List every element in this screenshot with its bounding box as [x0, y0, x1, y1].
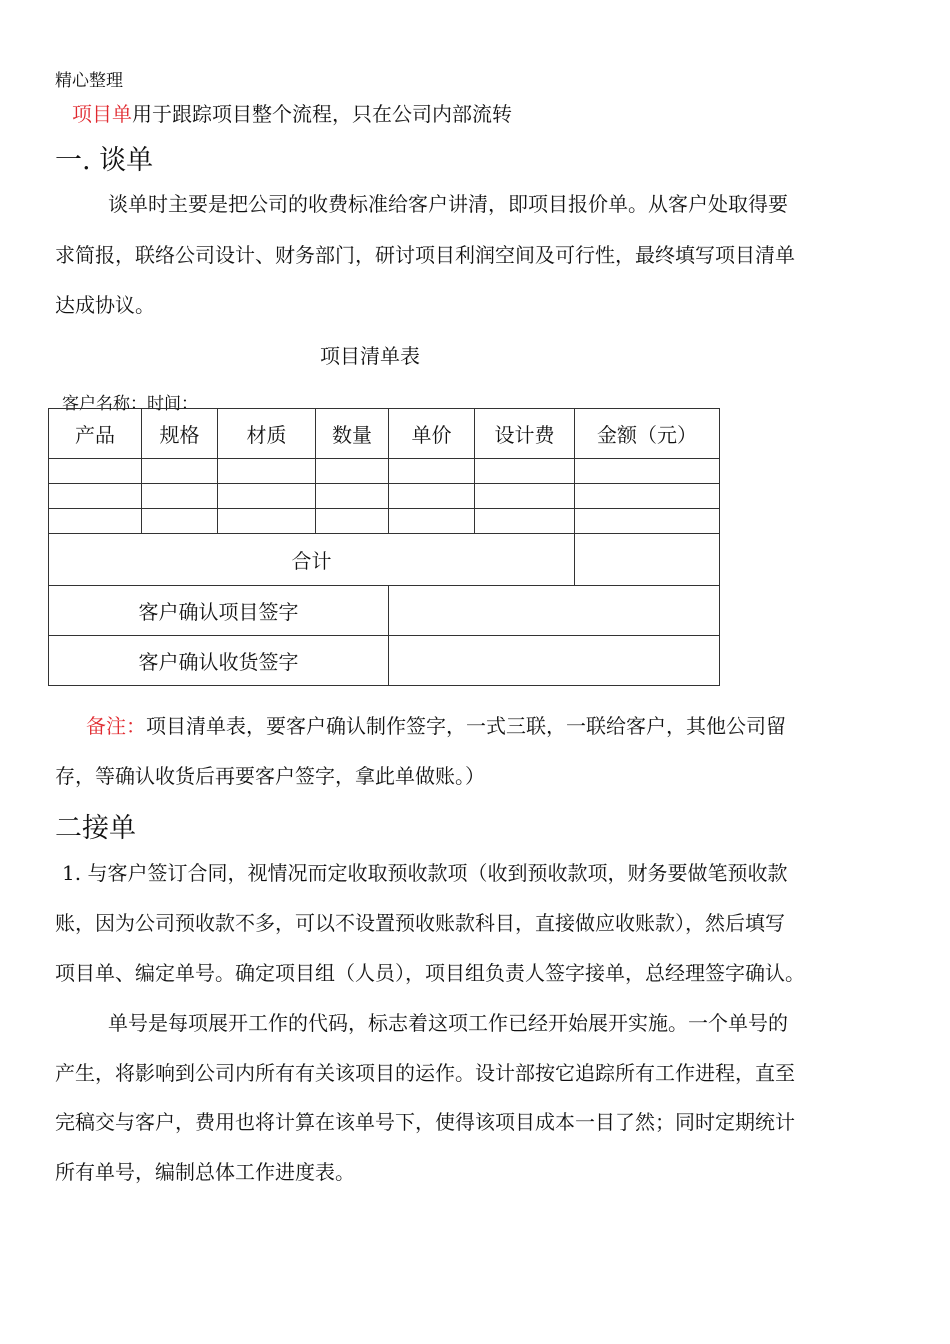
table-cell[interactable]: [316, 484, 389, 509]
table-cell[interactable]: [142, 509, 218, 534]
section2-line: 项目单、编定单号。确定项目组（人员），项目组负责人签字接单，总经理签字确认。: [55, 961, 805, 985]
sign-delivery-label: 客户确认收货签字: [49, 636, 389, 686]
section2-line: 完稿交与客户，费用也将计算在该单号下，使得该项目成本一目了然；同时定期统计: [55, 1110, 795, 1134]
section2-line: 产生，将影响到公司内所有有关该项目的运作。设计部按它追踪所有工作进程，直至: [55, 1061, 795, 1085]
table-cell[interactable]: [316, 459, 389, 484]
table-cell[interactable]: [575, 459, 720, 484]
table-cell[interactable]: [49, 484, 142, 509]
section2-line: 1. 与客户签订合同，视情况而定收取预收款项（收到预收款项，财务要做笔预收款: [62, 861, 788, 885]
total-label: 合计: [49, 534, 575, 586]
column-header: 金额（元）: [575, 409, 720, 459]
table-cell[interactable]: [49, 459, 142, 484]
table-cell[interactable]: [389, 459, 475, 484]
section2-line: 单号是每项展开工作的代码，标志着这项工作已经开始展开实施。一个单号的: [108, 1011, 788, 1035]
section2-line: 所有单号，编制总体工作进度表。: [55, 1160, 355, 1184]
table-cell[interactable]: [218, 484, 316, 509]
table-cell[interactable]: [316, 509, 389, 534]
note-line: [86, 710, 786, 739]
intro-highlight: 项目单: [72, 102, 132, 126]
table-row: [49, 509, 720, 534]
table-cell[interactable]: [475, 459, 575, 484]
total-value-cell[interactable]: [575, 534, 720, 586]
table-total-row: [49, 534, 720, 586]
table-cell[interactable]: [218, 459, 316, 484]
note-line: 存，等确认收货后再要客户签字，拿此单做账。）: [55, 764, 485, 788]
section1-heading: 一. 谈单: [55, 145, 154, 176]
section2-line: 账，因为公司预收款不多，可以不设置预收账款科目，直接做应收账款），然后填写: [55, 911, 785, 935]
intro-text: 用于跟踪项目整个流程，只在公司内部流转: [132, 102, 512, 126]
table-row: [49, 459, 720, 484]
column-header: 数量: [316, 409, 389, 459]
note-text: 项目清单表，要客户确认制作签字，一式三联，一联给客户，其他公司留: [146, 714, 786, 738]
project-list-table: [48, 408, 720, 686]
table-title: 项目清单表: [320, 344, 420, 368]
table-cell[interactable]: [575, 484, 720, 509]
section1-line: 谈单时主要是把公司的收费标准给客户讲清，即项目报价单。从客户处取得要: [108, 192, 788, 216]
column-header: 单价: [389, 409, 475, 459]
column-header: 规格: [142, 409, 218, 459]
sign-delivery-row: [49, 636, 720, 686]
table-meta: 客户名称：时间：: [62, 394, 198, 414]
table-header-row: [49, 409, 720, 459]
sign-project-label: 客户确认项目签字: [49, 586, 389, 636]
column-header: 产品: [49, 409, 142, 459]
header-label: 精心整理: [55, 71, 123, 91]
table-cell[interactable]: [142, 459, 218, 484]
section1-line: 达成协议。: [55, 293, 155, 317]
column-header: 材质: [218, 409, 316, 459]
table-cell[interactable]: [475, 509, 575, 534]
section1-line: 求简报，联络公司设计、财务部门，研讨项目利润空间及可行性，最终填写项目清单: [55, 243, 795, 267]
sign-project-cell[interactable]: [389, 586, 720, 636]
column-header: 设计费: [475, 409, 575, 459]
table-cell[interactable]: [389, 484, 475, 509]
sign-delivery-cell[interactable]: [389, 636, 720, 686]
table-cell[interactable]: [475, 484, 575, 509]
table-cell[interactable]: [142, 484, 218, 509]
sign-project-row: [49, 586, 720, 636]
table-cell[interactable]: [389, 509, 475, 534]
note-label: 备注：: [86, 714, 146, 738]
table-row: [49, 484, 720, 509]
section2-heading: 二接单: [55, 813, 136, 844]
table-cell[interactable]: [218, 509, 316, 534]
intro-line: [72, 98, 512, 127]
table-cell[interactable]: [49, 509, 142, 534]
table-cell[interactable]: [575, 509, 720, 534]
